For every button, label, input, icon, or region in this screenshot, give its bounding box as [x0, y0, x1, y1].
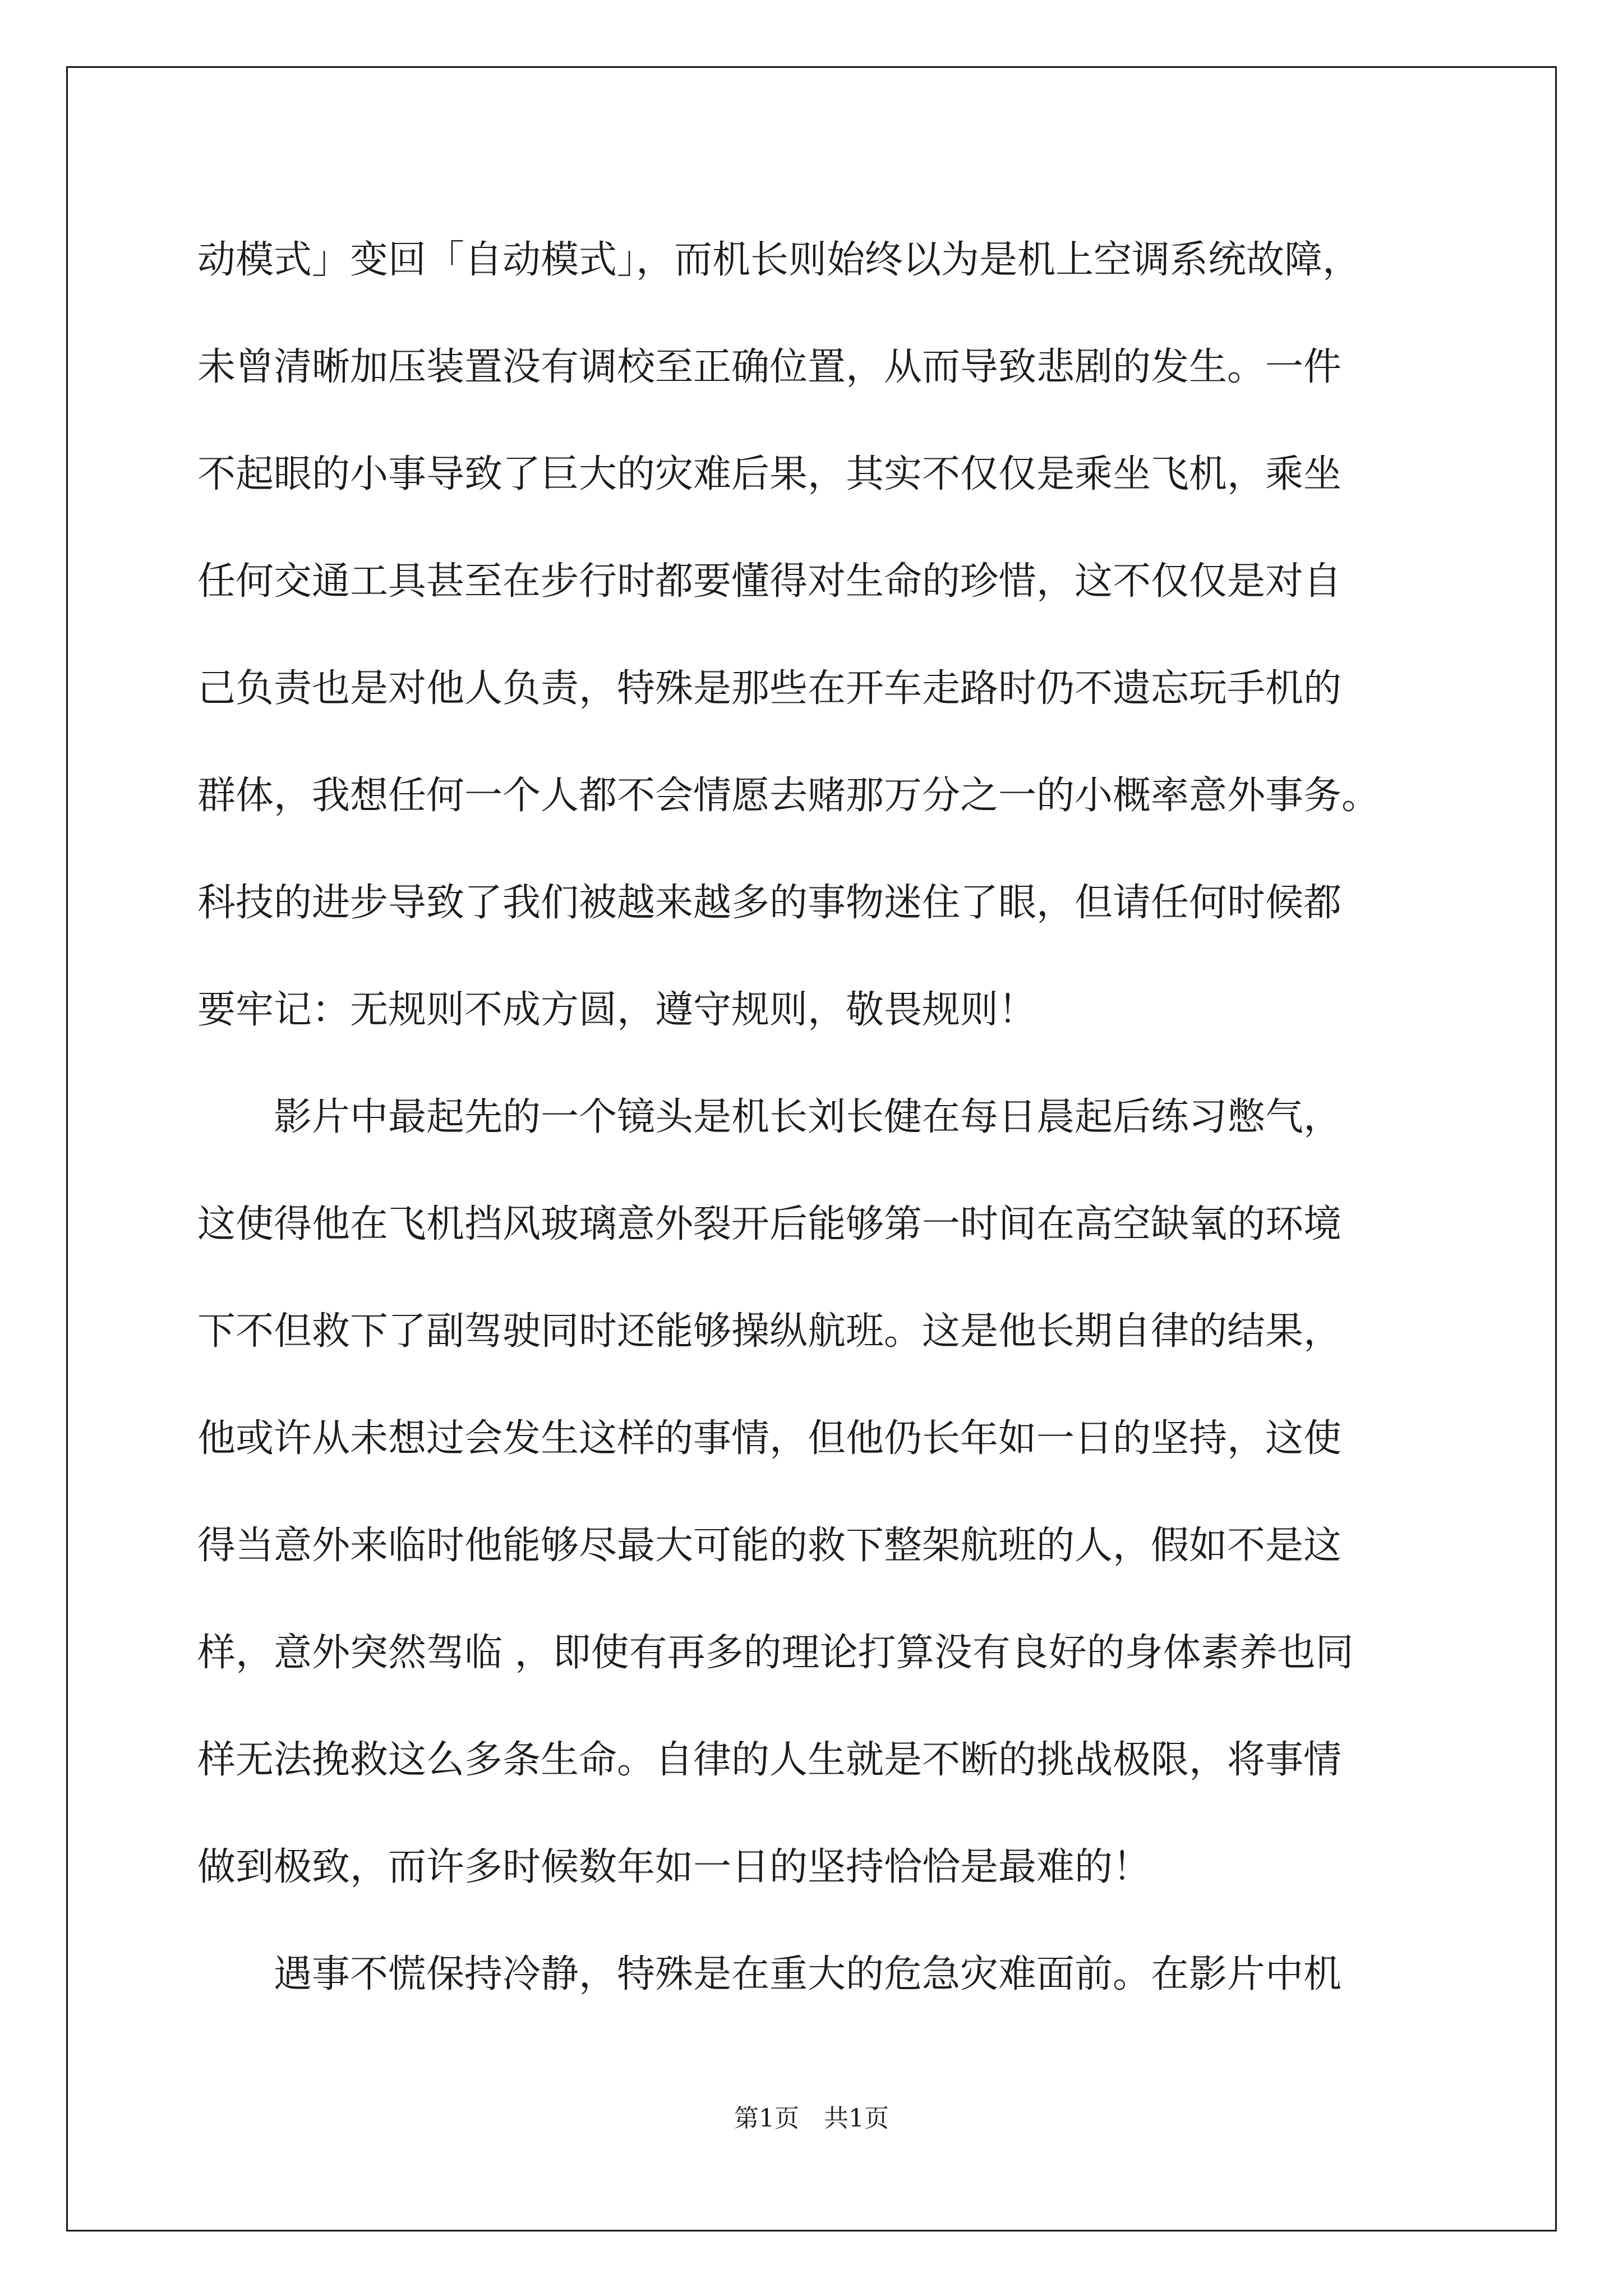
text-line: 下不但救下了副驾驶同时还能够操纵航班。这是他长期自律的结果，: [197, 1309, 1342, 1354]
text-line: 要牢记：无规则不成方圆，遵守规则，敬畏规则！: [197, 988, 1037, 1032]
text-line: 不起眼的小事导致了巨大的灾难后果，其实不仅仅是乘坐飞机，乘坐: [197, 452, 1342, 496]
text-line: 影片中最起先的一个镜头是机长刘长健在每日晨起后练习憋气，: [274, 1095, 1342, 1139]
page-footer: 第1页 共1页: [734, 2104, 889, 2133]
text-line: 己负责也是对他人负责，特殊是那些在开车走路时仍不遗忘玩手机的: [197, 666, 1342, 711]
text-line: 样无法挽救这么多条生命。自律的人生就是不断的挑战极限，将事情: [197, 1738, 1342, 1782]
text-line: 群体，我想任何一个人都不会情愿去赌那万分之一的小概率意外事务。: [197, 774, 1380, 818]
text-line: 动模式」变回「自动模式」，而机长则始终以为是机上空调系统故障，: [197, 238, 1361, 282]
text-line: 得当意外来临时他能够尽最大可能的救下整架航班的人，假如不是这: [197, 1524, 1342, 1568]
document-body: [197, 206, 1448, 2028]
text-line: 未曾清晰加压装置没有调校至正确位置，从而导致悲剧的发生。一件: [197, 345, 1342, 389]
text-line: 任何交通工具甚至在步行时都要懂得对生命的珍惜，这不仅仅是对自: [197, 559, 1342, 604]
text-line: 他或许从未想过会发生这样的事情，但他仍长年如一日的坚持，这使: [197, 1416, 1342, 1461]
text-line: 做到极致，而许多时候数年如一日的坚持恰恰是最难的！: [197, 1845, 1151, 1889]
text-line: 遇事不慌保持冷静，特殊是在重大的危急灾难面前。在影片中机: [274, 1952, 1342, 1996]
text-line: 这使得他在飞机挡风玻璃意外裂开后能够第一时间在高空缺氧的环境: [197, 1202, 1342, 1246]
text-line: 样，意外突然驾临 ，即使有再多的理论打算没有良好的身体素养也同: [197, 1631, 1354, 1675]
text-line: 科技的进步导致了我们被越来越多的事物迷住了眼，但请任何时候都: [197, 881, 1342, 925]
